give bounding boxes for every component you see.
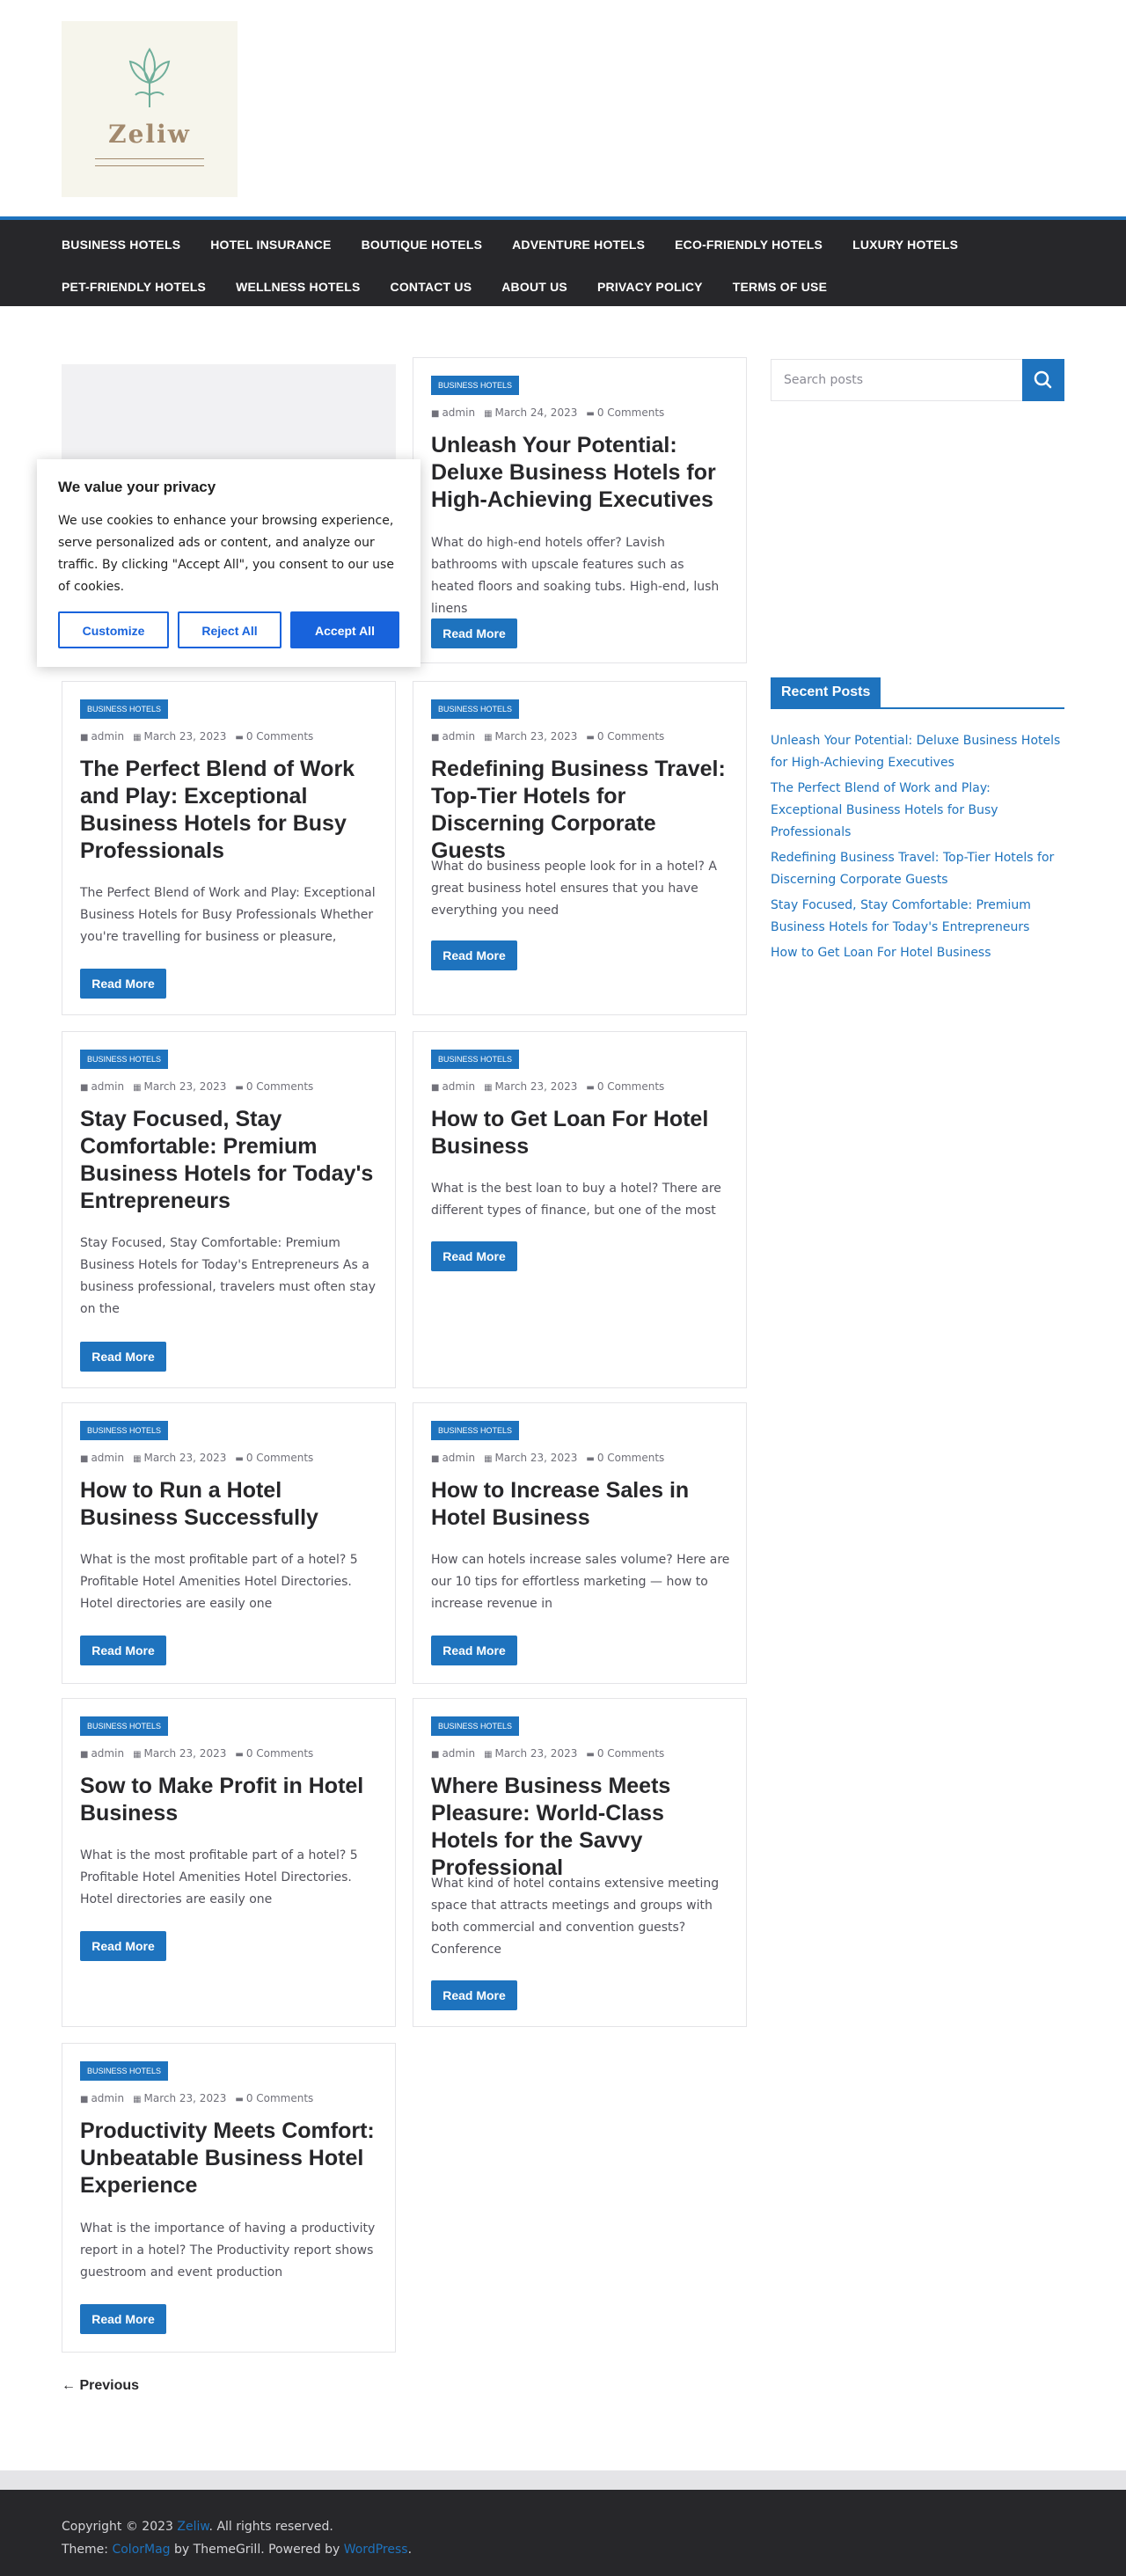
calendar-icon: ▦ (484, 1454, 493, 1464)
read-more-button[interactable]: Read More (80, 969, 166, 999)
site-name: Zeliw (108, 120, 191, 149)
user-icon: ■ (80, 2095, 89, 2104)
category-badge[interactable]: BUSINESS HOTELS (80, 2061, 168, 2081)
post-title[interactable]: Where Business Meets Pleasure: World-Class Hotels for the Savvy Professional (431, 1774, 671, 1880)
post-card (62, 681, 396, 1015)
theme-link[interactable]: ColorMag (112, 2543, 171, 2557)
recent-posts-list (771, 730, 1064, 968)
post-author[interactable]: ■ admin (431, 1747, 476, 1760)
post-comments[interactable]: ▬ 0 Comments (235, 1747, 314, 1760)
read-more-button[interactable]: Read More (80, 1931, 166, 1961)
post-author[interactable]: ■ admin (431, 730, 476, 743)
recent-post-link[interactable]: Stay Focused, Stay Comfortable: Premium Business Hotels for Today's Entrepreneurs (771, 898, 1031, 934)
user-icon: ■ (80, 1083, 89, 1093)
category-badge[interactable]: BUSINESS HOTELS (431, 1716, 519, 1736)
post-card (62, 1402, 396, 1684)
post-date[interactable]: ▦ March 23, 2023 (484, 1747, 578, 1760)
nav-item[interactable]: CONTACT US (390, 280, 472, 294)
read-more-button[interactable]: Read More (431, 940, 517, 970)
post-excerpt: What is the most profitable part of a hotel? 5 Profitable Hotel Amenities Hotel Directories. Hotel directories are easily one (80, 1848, 358, 1906)
wordpress-link[interactable]: WordPress (343, 2543, 408, 2557)
comment-icon: ▬ (235, 2095, 244, 2104)
read-more-button[interactable]: Read More (431, 1636, 517, 1665)
post-meta (431, 1452, 664, 1464)
post-meta (80, 730, 313, 743)
nav-item[interactable]: TERMS OF USE (732, 280, 828, 294)
post-meta (431, 1080, 664, 1093)
theme-label: Theme: (62, 2543, 113, 2557)
post-author[interactable]: ■ admin (80, 1747, 125, 1760)
calendar-icon: ▦ (484, 1750, 493, 1760)
theme-credit-line (62, 2543, 412, 2557)
post-meta (80, 1080, 313, 1093)
post-date[interactable]: ▦ March 23, 2023 (133, 1747, 227, 1760)
post-title[interactable]: Unleash Your Potential: Deluxe Business Hotels for High-Achieving Executives (431, 433, 716, 512)
recent-post-link[interactable]: The Perfect Blend of Work and Play: Exceptional Business Hotels for Busy Professionals (771, 781, 998, 839)
post-comments[interactable]: ▬ 0 Comments (235, 2092, 314, 2104)
calendar-icon: ▦ (133, 733, 142, 743)
calendar-icon: ▦ (484, 733, 493, 743)
post-title[interactable]: Sow to Make Profit in Hotel Business (80, 1774, 364, 1826)
post-title[interactable]: How to Increase Sales in Hotel Business (431, 1478, 690, 1530)
category-badge[interactable]: BUSINESS HOTELS (431, 1421, 519, 1440)
category-badge[interactable]: BUSINESS HOTELS (80, 1050, 168, 1069)
post-meta (80, 1747, 313, 1760)
accept-all-button[interactable]: Accept All (290, 611, 399, 648)
comment-icon: ▬ (235, 1083, 244, 1093)
post-comments[interactable]: ▬ 0 Comments (586, 1452, 665, 1464)
nav-item[interactable]: PRIVACY POLICY (596, 280, 703, 294)
user-icon: ■ (80, 1750, 89, 1760)
theme-credit-text: by ThemeGrill. Powered by (170, 2543, 344, 2557)
post-date[interactable]: ▦ March 24, 2023 (484, 406, 578, 419)
theme-credit-suffix: . (407, 2543, 413, 2557)
post-title[interactable]: The Perfect Blend of Work and Play: Exceptional Business Hotels for Busy Professionals (80, 757, 355, 863)
post-date[interactable]: ▦ March 23, 2023 (484, 1080, 578, 1093)
logo-divider (95, 158, 204, 159)
post-excerpt: What do high-end hotels offer? Lavish bathrooms with upscale features such as heated floors and soaking tubs. High-end, lush linens (431, 536, 720, 616)
post-author[interactable]: ■ admin (431, 1080, 476, 1093)
post-title[interactable]: Productivity Meets Comfort: Unbeatable Business Hotel Experience (80, 2119, 375, 2198)
recent-post-link[interactable]: Redefining Business Travel: Top-Tier Hotels for Discerning Corporate Guests (771, 851, 1055, 887)
post-title[interactable]: Redefining Business Travel: Top-Tier Hotels for Discerning Corporate Guests (431, 757, 726, 863)
search-icon (1022, 359, 1064, 401)
search-input[interactable]: Search posts (771, 359, 1064, 401)
category-badge[interactable]: BUSINESS HOTELS (80, 699, 168, 719)
comment-icon: ▬ (586, 1454, 595, 1464)
post-excerpt: How can hotels increase sales volume? Here are our 10 tips for effortless marketing — how to increase revenue in (431, 1553, 730, 1611)
post-card (62, 1031, 396, 1388)
post-author[interactable]: ■ admin (80, 1080, 125, 1093)
nav-row-2 (62, 280, 827, 294)
nav-item[interactable]: ADVENTURE HOTELS (512, 238, 646, 252)
post-card (62, 2043, 396, 2353)
category-badge[interactable]: BUSINESS HOTELS (80, 1716, 168, 1736)
user-icon: ■ (431, 1083, 440, 1093)
post-card (413, 681, 747, 1015)
comment-icon: ▬ (235, 1750, 244, 1760)
read-more-button[interactable]: Read More (431, 1980, 517, 2010)
post-comments[interactable]: ▬ 0 Comments (235, 1080, 314, 1093)
search-button[interactable] (1022, 359, 1064, 401)
user-icon: ■ (431, 409, 440, 419)
nav-item[interactable]: HOTEL INSURANCE (210, 238, 332, 252)
post-date[interactable]: ▦ March 23, 2023 (484, 730, 578, 743)
post-comments[interactable]: ▬ 0 Comments (586, 1080, 665, 1093)
comment-icon: ▬ (586, 1083, 595, 1093)
post-comments[interactable]: ▬ 0 Comments (586, 1747, 665, 1760)
copyright-suffix: . All rights reserved. (208, 2520, 333, 2534)
post-date[interactable]: ▦ March 23, 2023 (133, 2092, 227, 2104)
user-icon: ■ (431, 733, 440, 743)
post-author[interactable]: ■ admin (431, 406, 476, 419)
post-card (413, 1031, 747, 1388)
comment-icon: ▬ (235, 733, 244, 743)
main-nav (0, 216, 1126, 306)
previous-page-link[interactable]: ← Previous (62, 2378, 140, 2393)
post-excerpt: What kind of hotel contains extensive meeting space that attracts meetings and groups with both commercial and convention guests? Conference (431, 1877, 720, 1957)
recent-post-link[interactable]: Unleash Your Potential: Deluxe Business Hotels for High-Achieving Executives (771, 734, 1061, 770)
read-more-button[interactable]: Read More (80, 1636, 166, 1665)
post-author[interactable]: ■ admin (80, 730, 125, 743)
post-author[interactable]: ■ admin (80, 1452, 125, 1464)
post-comments[interactable]: ▬ 0 Comments (586, 730, 665, 743)
post-meta (80, 1452, 313, 1464)
post-excerpt: What is the best loan to buy a hotel? There are different types of finance, but one of the most (431, 1182, 721, 1218)
site-logo[interactable] (62, 21, 238, 197)
recent-post-link[interactable]: How to Get Loan For Hotel Business (771, 946, 991, 960)
calendar-icon: ▦ (133, 2095, 142, 2104)
post-comments[interactable]: ▬ 0 Comments (235, 730, 314, 743)
post-card (413, 1402, 747, 1684)
calendar-icon: ▦ (484, 409, 493, 419)
post-excerpt: The Perfect Blend of Work and Play: Exceptional Business Hotels for Busy Professionals Whether you're travelling for business or pleasure, (80, 886, 376, 944)
recent-posts-title: Recent Posts (771, 677, 881, 707)
comment-icon: ▬ (235, 1454, 244, 1464)
read-more-button[interactable]: Read More (431, 1241, 517, 1271)
category-badge[interactable]: BUSINESS HOTELS (431, 376, 519, 395)
calendar-icon: ▦ (484, 1083, 493, 1093)
post-date[interactable]: ▦ March 23, 2023 (133, 1080, 227, 1093)
post-excerpt: Stay Focused, Stay Comfortable: Premium Business Hotels for Today's Entrepreneurs As a business professional, travelers must often stay on the (80, 1236, 376, 1316)
post-date[interactable]: ▦ March 23, 2023 (133, 1452, 227, 1464)
cookie-text: We use cookies to enhance your browsing experience, serve personalized ads or content, and analyze our traffic. By clicking "Accept All", you consent to our use of cookies. (58, 514, 394, 594)
nav-item[interactable]: ECO-FRIENDLY HOTELS (675, 238, 823, 252)
nav-item[interactable]: PET-FRIENDLY HOTELS (62, 280, 207, 294)
post-card (413, 1698, 747, 2027)
customize-button[interactable]: Customize (58, 611, 169, 648)
post-meta (431, 406, 664, 419)
post-author[interactable]: ■ admin (431, 1452, 476, 1464)
post-title[interactable]: How to Get Loan For Hotel Business (431, 1107, 709, 1159)
comment-icon: ▬ (586, 409, 595, 419)
calendar-icon: ▦ (133, 1750, 142, 1760)
post-comments[interactable]: ▬ 0 Comments (235, 1452, 314, 1464)
category-badge[interactable]: BUSINESS HOTELS (431, 699, 519, 719)
user-icon: ■ (431, 1750, 440, 1760)
comment-icon: ▬ (586, 1750, 595, 1760)
post-meta (80, 2092, 313, 2104)
post-excerpt: What do business people look for in a hotel? A great business hotel ensures that you have everything you need (431, 860, 717, 918)
user-icon: ■ (80, 733, 89, 743)
post-card (413, 357, 747, 663)
nav-item[interactable]: BUSINESS HOTELS (62, 238, 181, 252)
nav-item[interactable]: ABOUT US (501, 280, 567, 294)
post-date[interactable]: ▦ March 23, 2023 (484, 1452, 578, 1464)
nav-item[interactable]: BOUTIQUE HOTELS (361, 238, 483, 252)
calendar-icon: ▦ (133, 1083, 142, 1093)
user-icon: ■ (80, 1454, 89, 1464)
nav-row-1 (62, 238, 958, 252)
post-title[interactable]: How to Run a Hotel Business Successfully (80, 1478, 318, 1530)
comment-icon: ▬ (586, 733, 595, 743)
copyright-line (62, 2520, 333, 2534)
post-title[interactable]: Stay Focused, Stay Comfortable: Premium Business Hotels for Today's Entrepreneurs (80, 1107, 374, 1213)
read-more-button[interactable]: Read More (80, 1342, 166, 1372)
post-card (62, 1698, 396, 2027)
calendar-icon: ▦ (133, 1454, 142, 1464)
post-comments[interactable]: ▬ 0 Comments (586, 406, 665, 419)
copyright-text: Copyright © 2023 (62, 2520, 178, 2534)
cookie-consent-dialog (37, 459, 420, 667)
lotus-icon (123, 44, 176, 113)
nav-item[interactable]: WELLNESS HOTELS (236, 280, 361, 294)
logo-divider (95, 165, 204, 166)
category-badge[interactable]: BUSINESS HOTELS (80, 1421, 168, 1440)
site-footer-link[interactable]: Zeliw (177, 2520, 209, 2534)
post-meta (431, 730, 664, 743)
post-date[interactable]: ▦ March 23, 2023 (133, 730, 227, 743)
category-badge[interactable]: BUSINESS HOTELS (431, 1050, 519, 1069)
nav-item[interactable]: LUXURY HOTELS (852, 238, 959, 252)
footer-divider (0, 2470, 1126, 2490)
post-meta (431, 1747, 664, 1760)
read-more-button[interactable]: Read More (80, 2304, 166, 2334)
reject-all-button[interactable]: Reject All (178, 611, 282, 648)
read-more-button[interactable]: Read More (431, 618, 517, 648)
site-footer (0, 2490, 1126, 2576)
post-excerpt: What is the most profitable part of a hotel? 5 Profitable Hotel Amenities Hotel Directories. Hotel directories are easily one (80, 1553, 358, 1611)
cookie-title: We value your privacy (58, 479, 216, 495)
post-author[interactable]: ■ admin (80, 2092, 125, 2104)
recent-posts-heading (771, 677, 1064, 709)
post-excerpt: What is the importance of having a productivity report in a hotel? The Productivity report shows guestroom and event production (80, 2221, 376, 2280)
user-icon: ■ (431, 1454, 440, 1464)
